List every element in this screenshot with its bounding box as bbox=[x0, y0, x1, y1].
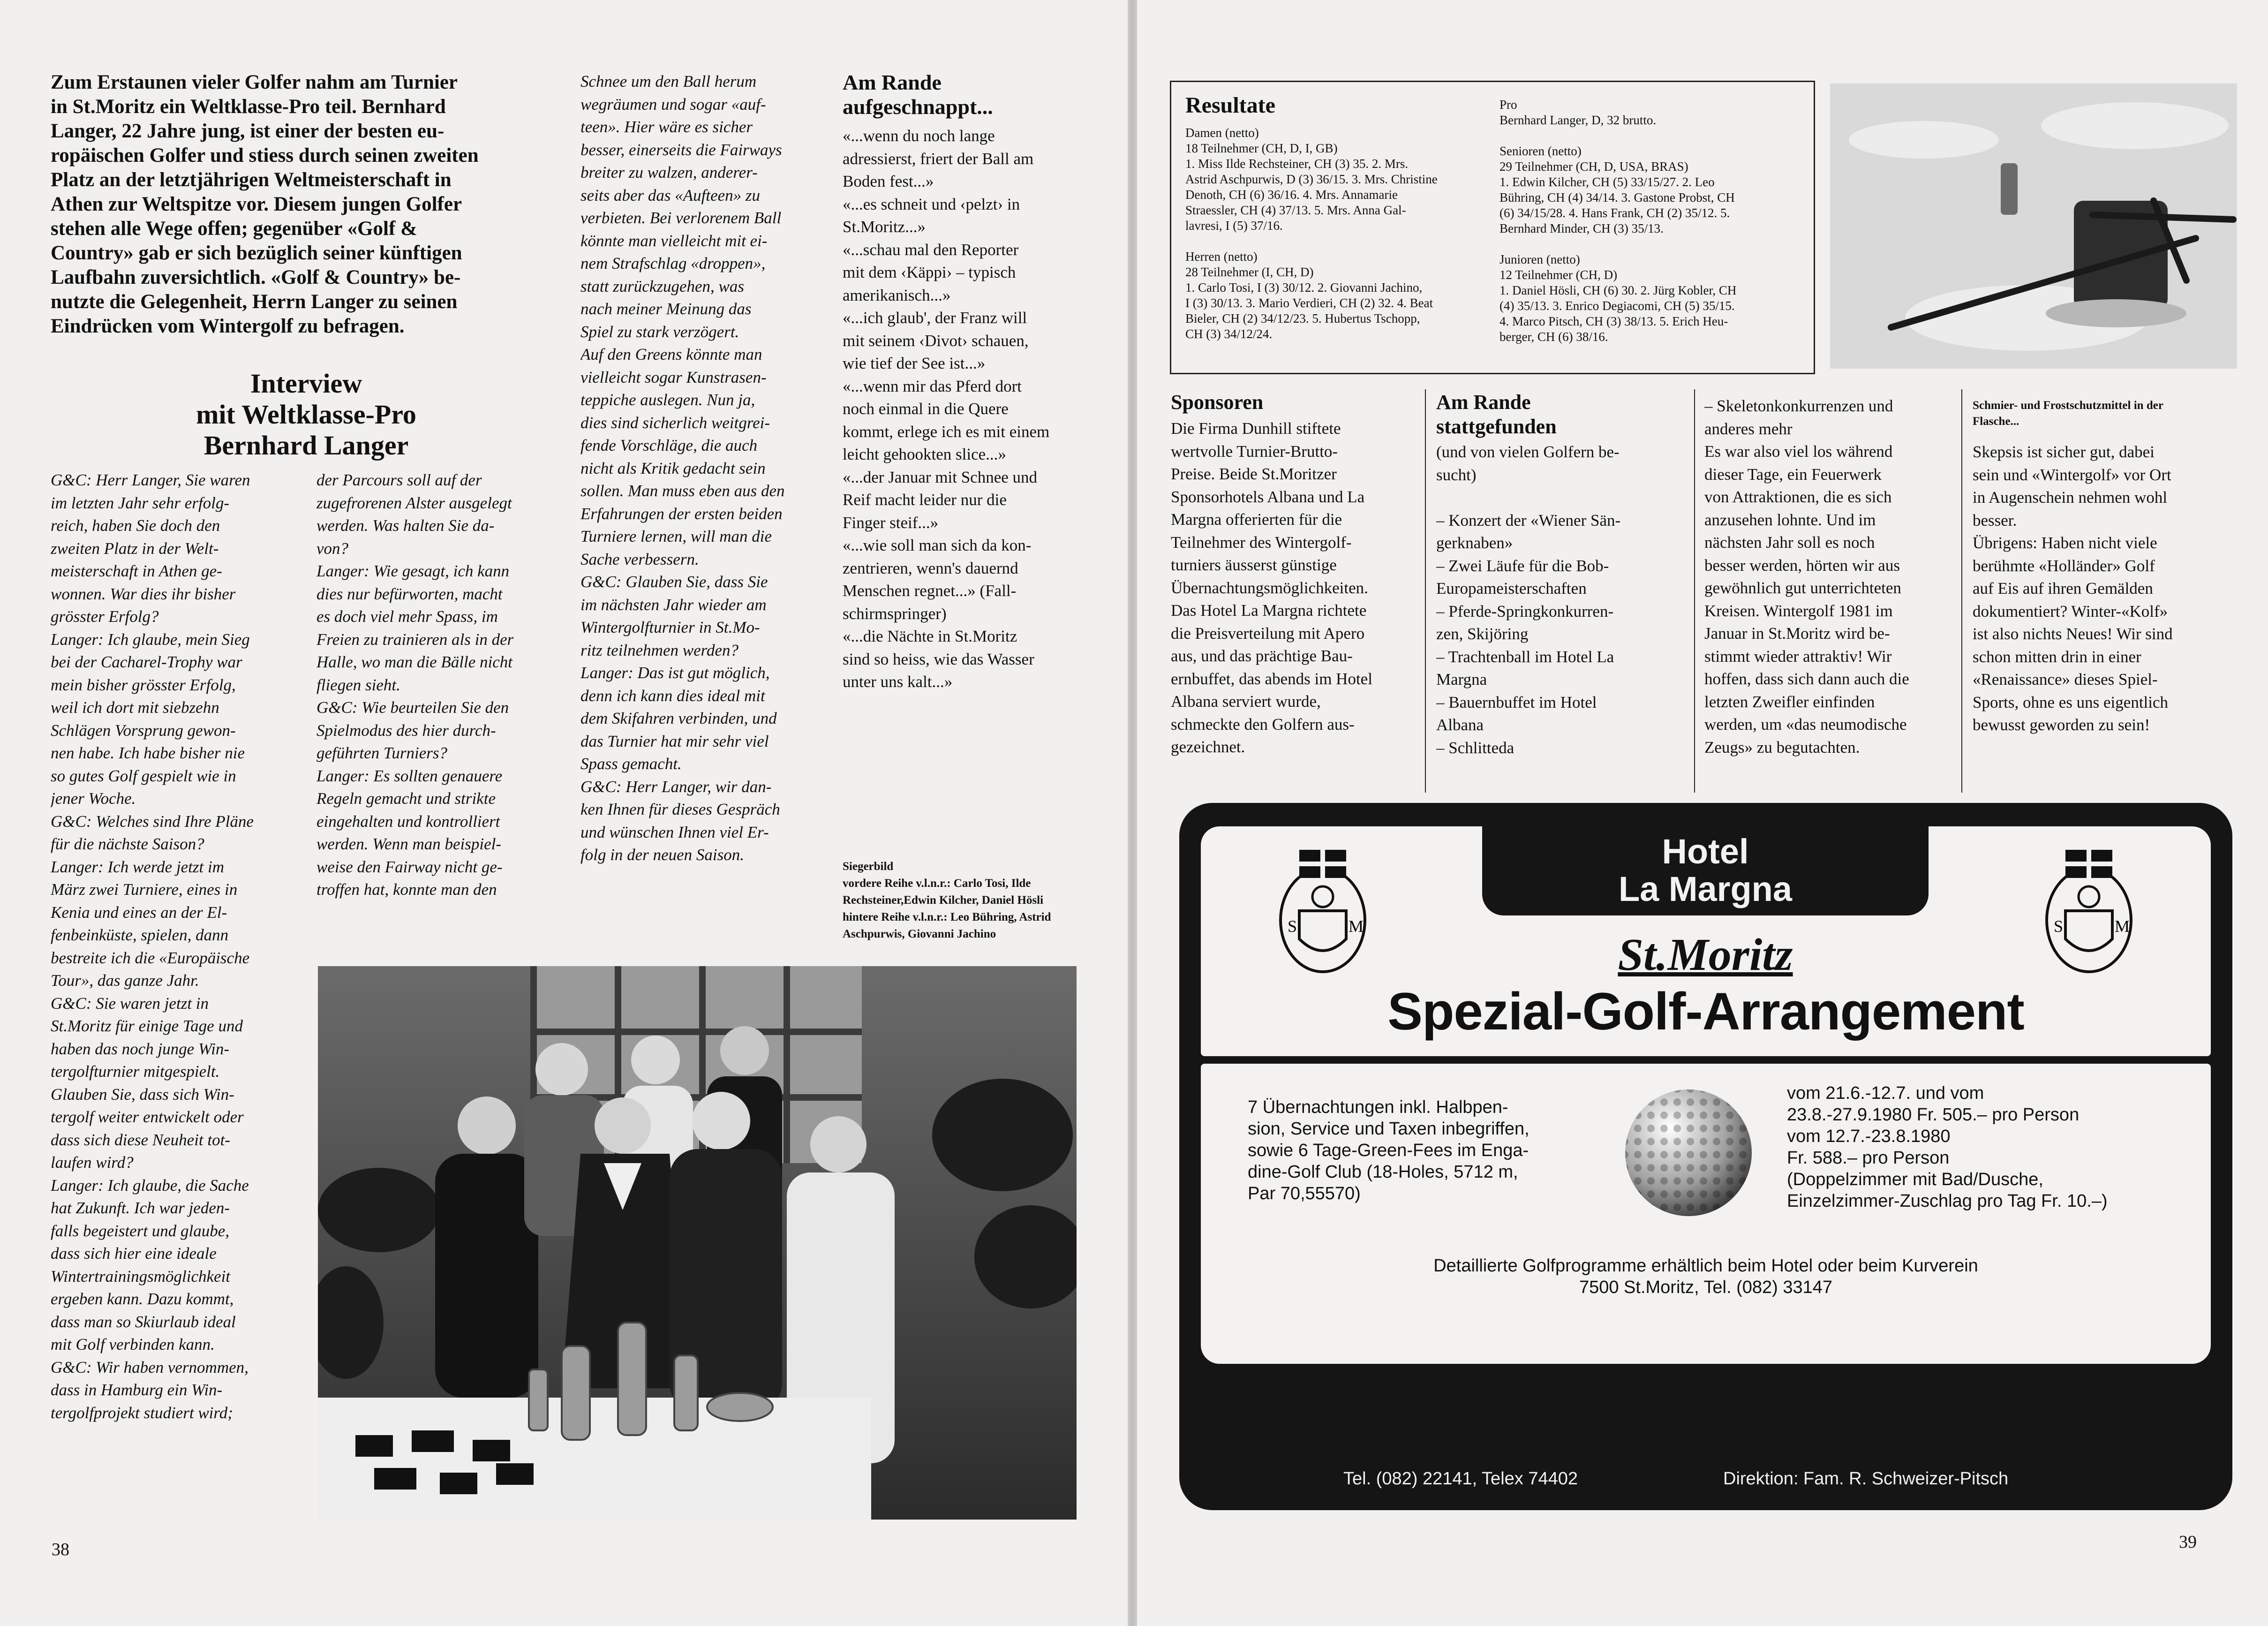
am-rande-quotes: «...wenn du noch lange adressierst, friert der Ball am Boden fest...» «...es schneit und ‹pelzt› in St.Moritz...» «...schau mal den Reporter mit dem ‹Käppi› – typisch amerikanisch...» «...ich glaub', der Franz will mit seinem ‹Divot› schauen, wie tief der See ist...» «...wenn mir das Pferd dort noch einmal in die Quere kommt, erlege ich es mit einem leicht gehookten slice...» «...der Januar mit Schnee und Reif macht leider nur die Finger steif...» «...wie soll man sich da kon- zentrieren, wenn's dauernd Menschen regnet...» (Fall- schirmspringer) «...die Nächte in St.Moritz sind so heiss, wie das Wasser unter uns kalt...» bbox=[843, 127, 1050, 691]
crest-icon-right bbox=[2037, 840, 2140, 981]
crest-letter-m-right: M bbox=[2115, 917, 2130, 936]
golf-ball-icon bbox=[1618, 1082, 1759, 1223]
am-rande-title: Am Rande aufgeschnappt... bbox=[843, 70, 993, 119]
ad-footer-direction: Direktion: Fam. R. Schweizer-Pitsch bbox=[1723, 1469, 2009, 1489]
hotel-la-margna-ad bbox=[1179, 803, 2232, 1510]
winners-group-photo bbox=[318, 966, 1077, 1520]
interview-column-3: Schnee um den Ball herum wegräumen und sogar «auf- teen». Hier wäre es sicher besser, einerseits die Fairways breiter zu walzen, anderer- seits aber das «Aufteen» zu verbieten. Bei verlorenem Ball könnte man vielleicht mit ei- nem Strafschlag «droppen», statt zurückzugehen, was nach meiner Meinung das Spiel zu stark verzögert. Auf den Greens könnte man vielleicht sogar Kunstrasen- teppiche auslegen. Nun ja, dies sind sicherlich weitgrei- fende Vorschläge, die auch nicht als Kritik gedacht sein sollen. Man muss eben aus den Erfahrungen der ersten beiden Turniere lernen, will man die Sache verbessern. G&C: Glauben Sie, dass Sie im nächsten Jahr wieder am Wintergolfturnier in St.Mo- ritz teilnehmen werden? Langer: Das ist gut möglich, denn ich kann dies ideal mit dem Skifahren verbinden, und das Turnier hat mir sehr viel Spass gemacht. G&C: Herr Langer, wir dan- ken Ihnen für dieses Gespräch und wünschen Ihnen viel Er- folg in der neuen Saison. bbox=[580, 72, 785, 864]
crest-icon-left bbox=[1271, 840, 1374, 981]
ad-top-panel bbox=[1201, 826, 2211, 1056]
events-continued-text: – Skeletonkonkurrenzen und anderes mehr Es war also viel los während dieser Tage, ein Feuerwerk von Attraktionen, die es sich anzusehen lohnte. Und im nächsten Jahr soll es noch besser werden, hörten wir aus gewöhnlich gut unterrichteten Kreisen. Wintergolf 1981 im Januar in St.Moritz wird be- stimmt wieder attraktiv! Wir hoffen, dass sich dann auch die letzten Zweifler einfinden werden, um «das neumodische Zeugs» zu begutachten. bbox=[1704, 397, 1909, 756]
hotel-name: Hotel La Margna bbox=[1618, 832, 1793, 908]
column-divider-2 bbox=[1694, 389, 1695, 793]
offer-prices: vom 21.6.-12.7. und vom 23.8.-27.9.1980 Fr. 505.– pro Person vom 12.7.-23.8.1980 Fr. 588.– pro Person (Doppelzimmer mit Bad/Dusche, Einzelzimmer-Zuschlag pro Tag Fr. 10.–) bbox=[1787, 1083, 2108, 1211]
page-number-right: 39 bbox=[2179, 1532, 2197, 1552]
schmiermittel-title: Schmier- und Frostschutzmittel in der Flasche... bbox=[1973, 399, 2163, 428]
offer-description: 7 Übernachtungen inkl. Halbpen- sion, Service und Taxen inbegriffen, sowie 6 Tage-Green-Fees im Enga- dine-Golf Club (18-Holes, 5712 m, Par 70,55570) bbox=[1248, 1097, 1530, 1203]
column-divider-3 bbox=[1961, 389, 1962, 793]
ad-headline: Spezial-Golf-Arrangement bbox=[1387, 982, 2024, 1041]
right-page bbox=[1137, 0, 2268, 1626]
photo-caption: Siegerbild vordere Reihe v.l.n.r.: Carlo Tosi, Ilde Rechsteiner,Edwin Kilcher, Daniel Hösli hintere Reihe v.l.n.r.: Leo Bühring, Astrid Aschpurwis, Giovanni Jachino bbox=[843, 860, 1051, 940]
hotel-name-plate bbox=[1482, 826, 1929, 915]
results-women-men: Damen (netto) 18 Teilnehmer (CH, D, I, GB) 1. Miss Ilde Rechsteiner, CH (3) 35. 2. Mrs. Astrid Aschpurwis, D (3) 36/15. 3. Mrs. Christine Denoth, CH (6) 36/16. 4. Mrs. Annamarie Straessler, CH (4) 37/13. 5. Mrs. Anna Gal- lavresi, I (5) 37/16. Herren (netto) 28 Teilnehmer (I, CH, D) 1. Carlo Tosi, I (3) 30/12. 2. Giovanni Jachino, I (3) 30/13. 3. Mario Verdieri, CH (2) 32. 4. Beat Bieler, CH (2) 34/12/23. 5. Hubertus Tschopp, CH (3) 34/12/24. bbox=[1185, 126, 1438, 341]
ad-offer-panel bbox=[1201, 1064, 2211, 1364]
golf-bag-snow-photo bbox=[1830, 83, 2237, 369]
interview-column-1: G&C: Herr Langer, Sie waren im letzten Jahr sehr erfolg- reich, haben Sie doch den zweiten Platz in der Welt- meisterschaft in Athen ge- wonnen. War dies ihr bisher grösster Erfolg? Langer: Ich glaube, mein Sieg bei der Cacharel-Trophy war mein bisher grösster Erfolg, weil ich dort mit siebzehn Schlägen Vorsprung gewon- nen habe. Ich habe bisher nie so gutes Golf gespielt wie in jener Woche. G&C: Welches sind Ihre Pläne für die nächste Saison? Langer: Ich werde jetzt im März zwei Turniere, eines in Kenia und eines an der El- fenbeinküste, spielen, dann bestreite ich die «Europäische Tour», das ganze Jahr. G&C: Sie waren jetzt in St.Moritz für einige Tage und haben das noch junge Win- tergolfturnier mitgespielt. Glauben Sie, dass sich Win- tergolf weiter entwickelt oder dass sich diese Neuheit tot- laufen wird? Langer: Ich glaube, die Sache hat Zukunft. Ich war jeden- falls begeistert und glaube, dass sich hier eine ideale Wintertrainingsmöglichkeit ergeben kann. Dazu kommt, dass man so Skiurlaub ideal mit Golf verbinden kann. G&C: Wir haben vernommen, dass in Hamburg ein Win- tergolfprojekt studiert wird; bbox=[51, 471, 254, 1422]
resultate-title: Resultate bbox=[1185, 93, 1275, 118]
ad-details: Detaillierte Golfprogramme erhältlich beim Hotel oder beim Kurverein 7500 St.Moritz, Tel. (082) 33147 bbox=[1433, 1256, 1978, 1297]
crest-letter-s-left: S bbox=[1288, 917, 1297, 936]
skepsis-text: Skepsis ist sicher gut, dabei sein und «Wintergolf» vor Ort in Augenschein nehmen wohl besser. Übrigens: Haben nicht viele berühmte «Holländer» Golf auf Eis auf ihren Gemälden dokumentiert? Winter-«Kolf» ist also nichts Neues! Wir sind schon mitten drin in einer «Renaissance» dieses Spiel- Sports, ohne es uns eigentlich bewusst geworden zu sein! bbox=[1973, 443, 2173, 734]
snow-photo-illustration bbox=[1830, 83, 2237, 369]
ad-footer-tel: Tel. (082) 22141, Telex 74402 bbox=[1343, 1469, 1578, 1489]
stattgefunden-title: Am Rande stattgefunden bbox=[1436, 391, 1557, 438]
interview-title: Interview mit Weltklasse-Pro Bernhard Langer bbox=[196, 368, 416, 461]
sponsoren-text: Die Firma Dunhill stiftete wertvolle Turnier-Brutto- Preise. Beide St.Moritzer Sponsorhotels Albana und La Margna offerierten für die Teilnehmer des Wintergolf- turniers äusserst günstige Übernachtungsmöglichkeiten. Das Hotel La Margna richtete die Preisverteilung mit Apero aus, und das prächtige Bau- ernbuffet, das abends im Hotel Albana serviert wurde, schmeckte den Golfern aus- gezeichnet. bbox=[1171, 419, 1372, 756]
group-photo-illustration bbox=[318, 966, 1077, 1520]
crest-letter-s-right: S bbox=[2054, 917, 2064, 936]
crest-letter-m-left: M bbox=[1349, 917, 1364, 936]
sponsoren-title: Sponsoren bbox=[1171, 391, 1264, 414]
results-box bbox=[1170, 81, 1815, 374]
st-moritz-script: St.Moritz bbox=[1618, 930, 1793, 980]
interview-column-2: der Parcours soll auf der zugefrorenen Alster ausgelegt werden. Was halten Sie da- von? Langer: Wie gesagt, ich kann dies nur befürworten, macht es doch viel mehr Spass, im Freien zu trainieren als in der Halle, wo man die Bälle nicht fliegen sieht. G&C: Wie beurteilen Sie den Spielmodus des hier durch- geführten Turniers? Langer: Es sollten genauere Regeln gemacht und strikte eingehalten und kontrolliert werden. Wenn man beispiel- weise den Fairway nicht ge- troffen hat, konnte man den bbox=[316, 471, 514, 899]
intro-lead: Zum Erstaunen vieler Golfer nahm am Turnier in St.Moritz ein Weltklasse-Pro teil. Bernhard Langer, 22 Jahre jung, ist einer der besten eu- ropäischen Golfer und stiess durch seinen zweiten Platz an der letztjährigen Weltmeisterschaft in Athen zur Weltspitze vor. Diesem jungen Golfer stehen alle Wege offen; gegenüber «Golf & Country» gab er sich bezüglich seiner künftigen Laufbahn zuversichtlich. «Golf & Country» be- nutzte die Gelegenheit, Herrn Langer zu seinen Eindrücken vom Wintergolf zu befragen. bbox=[51, 71, 479, 337]
column-divider-1 bbox=[1425, 389, 1426, 793]
left-page bbox=[0, 0, 1128, 1626]
stattgefunden-text: (und von vielen Golfern be- sucht) – Konzert der «Wiener Sän- gerknaben» – Zwei Läufe für die Bob- Europameisterschaften – Pferde-Springkonkurren- zen, Skijöring – Trachtenball im Hotel La Margna – Bauernbuffet im Hotel Albana – Schlitteda bbox=[1436, 443, 1621, 757]
results-pro-seniors-juniors: Pro Bernhard Langer, D, 32 brutto. Senioren (netto) 29 Teilnehmer (CH, D, USA, BRAS) 1. Edwin Kilcher, CH (5) 33/15/27. 2. Leo Bühring, CH (4) 34/14. 3. Gastone Probst, CH (6) 34/15/28. 4. Hans Frank, CH (2) 35/12. 5. Bernhard Minder, CH (3) 35/13. Junioren (netto) 12 Teilnehmer (CH, D) 1. Daniel Hösli, CH (6) 30. 2. Jürg Kobler, CH (4) 35/13. 3. Enrico Degiacomi, CH (5) 35/15. 4. Marco Pitsch, CH (3) 38/13. 5. Erich Heu- berger, CH (6) 38/16. bbox=[1499, 98, 1737, 344]
page-number-left: 38 bbox=[52, 1540, 69, 1559]
